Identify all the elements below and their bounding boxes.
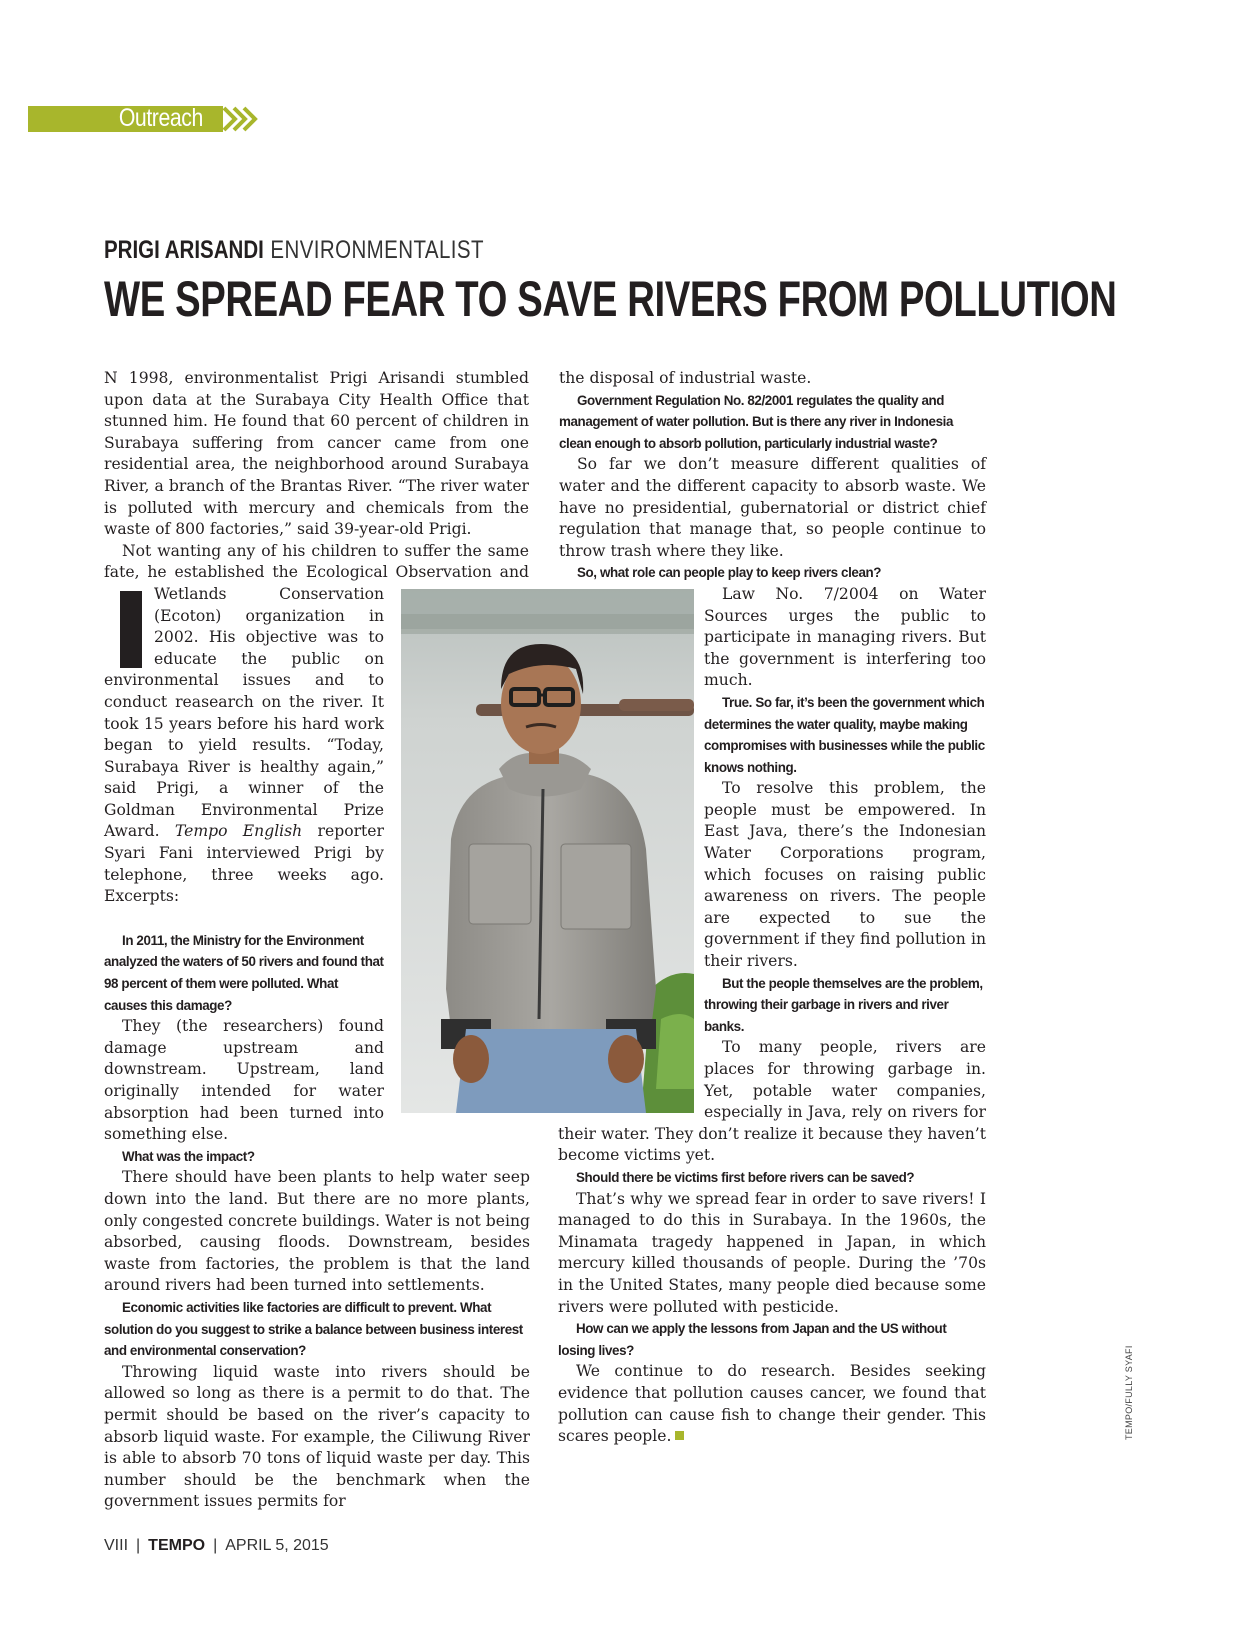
answer: To many people, rivers are places for throwing garbage in. Yet, potable water companies, especially in Java, rely on rivers for their water. They don’t realize it because they haven’t become victims yet. — [558, 1038, 986, 1165]
question: In 2011, the Ministry for the Environment analyzed the waters of 50 rivers and found that 98 percent of them were polluted. What causes this damage? — [104, 932, 384, 1013]
answer: To resolve this problem, the people must be empowered. In East Java, there’s the Indonesian Water Corporations program, which focuses on raising public awareness on rivers. The people are expected to sue the government if they find pollution in their rivers. — [704, 779, 986, 971]
page-number: VIII — [104, 1537, 129, 1554]
question: Economic activities like factories are difficult to prevent. What solution do you suggest to strike a balance between business interest and environmental conservation? — [104, 1299, 523, 1359]
portrait-photo — [401, 589, 694, 1113]
question: Government Regulation No. 82/2001 regulates the quality and management of water pollution. But is there any river in Indonesia clean enough to absorb pollution, particularly industrial waste? — [559, 392, 953, 451]
question: True. So far, it’s been the government which determines the water quality, maybe making compromises with businesses while the public knows nothing. — [704, 694, 985, 775]
chevron-right-icon — [222, 106, 262, 132]
answer: They (the researchers) found damage upstream and downstream. Upstream, land originally intended for water absorption had been turned into something else. — [104, 1017, 384, 1144]
layout-spacer — [529, 368, 530, 587]
byline-role: ENVIRONMENTALIST — [270, 236, 484, 264]
section-tag — [28, 106, 223, 132]
lead-paragraph: N 1998, environmentalist Prigi Arisandi stumbled upon data at the Surabaya City Health Office that stunned him. He found that 60 percent of children in Surabaya suffering from cancer came from one residential area, the neighborhood around Surabaya River, a branch of the Brantas River. “The river water is polluted with mercury and chemicals from the waste of 800 factories,” said 39-year-old Prigi. — [104, 369, 529, 539]
magazine-name: TEMPO — [148, 1537, 206, 1554]
question: So, what role can people play to keep rivers clean? — [577, 565, 882, 581]
answer: Law No. 7/2004 on Water Sources urges the public to participate in managing rivers. But the government is interfering too much. — [704, 584, 986, 690]
intro-paragraph: Not wanting any of his children to suffer the same fate, he established the Ecological Observation and Wetlands Conservation (Ecoton) organization in 2002. His objective was to educate the public on environmental issues and to conduct reasearch on the river. It took 15 years before his hard work began to yield results. “Today, Surabaya River is healthy again,” said Prigi, a winner of the Goldman Environmental Prize Award. Tempo English reporter Syari Fani interviewed Prigi by telephone, three weeks ago. Excerpts: — [104, 541, 529, 906]
answer: There should have been plants to help water seep down into the land. But there are no more plants, only congested concrete buildings. Water is not being absorbed, causing floods. Downstream, besides waste from factories, the problem is that the land around rivers had been turned into settlements. — [104, 1168, 530, 1295]
issue-date: APRIL 5, 2015 — [225, 1537, 329, 1554]
question: What was the impact? — [122, 1148, 255, 1164]
divider: | — [136, 1537, 141, 1554]
answer: That’s why we spread fear in order to save rivers! I managed to do this in Surabaya. In the 1960s, the Minamata tragedy happened in Japan, in which mercury killed thousands of people. During the ’70s in the United States, many people died because some rivers were polluted with pesticide. — [558, 1189, 986, 1316]
answer: Throwing liquid waste into rivers should be allowed so long as there is a permit to do that. The permit should be based on the river’s capacity to absorb liquid waste. For example, the Ciliwung River is able to absorb 70 tons of liquid waste per day. This number should be the benchmark when the government issues permits for — [104, 1362, 530, 1511]
section-label: Outreach — [118, 104, 203, 132]
page-footer — [104, 1537, 329, 1555]
answer: We continue to do research. Besides seeking evidence that pollution causes cancer, we found that pollution can cause fish to change their gender. This scares people. — [558, 1362, 986, 1446]
question: Should there be victims first before rivers can be saved? — [576, 1169, 915, 1185]
question: But the people themselves are the problem, throwing their garbage in rivers and river banks. — [704, 975, 983, 1034]
photo-credit: TEMPO/FULLY SYAFI — [1124, 1345, 1134, 1440]
end-mark-icon — [675, 1431, 684, 1440]
divider: | — [213, 1537, 218, 1554]
publication-name: Tempo English — [174, 822, 303, 841]
photo-illustration — [401, 589, 694, 1113]
answer: So far we don’t measure different qualities of water and the different capacity to absorb waste. We have no presidential, gubernatorial or district chief regulation that manage that, so people continue to throw trash where they like. — [559, 455, 986, 560]
question: How can we apply the lessons from Japan and the US without losing lives? — [558, 1321, 947, 1358]
headline: WE SPREAD FEAR TO SAVE RIVERS FROM POLLUTION — [104, 271, 1117, 327]
answer-continued: the disposal of industrial waste. — [559, 369, 812, 387]
drop-cap-i — [120, 591, 142, 668]
byline — [104, 236, 484, 265]
byline-name: PRIGI ARISANDI — [104, 236, 264, 264]
